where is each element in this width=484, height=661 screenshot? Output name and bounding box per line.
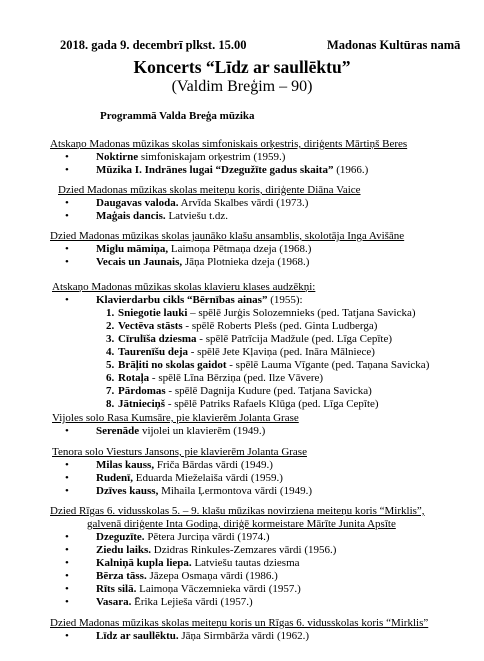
piece-title: Ziedu laiks.: [96, 544, 152, 556]
list-item: [50, 210, 470, 223]
section-violin-solo: [50, 412, 470, 438]
event-venue: Madonas Kultūras namā: [327, 38, 461, 52]
piece-detail: Laimoņa Pētmaņa dzeja (1968.): [168, 243, 312, 255]
piece-title: Maģais dancis.: [96, 210, 166, 222]
piece-title: Miglu māmiņa,: [96, 243, 169, 255]
piece-detail: (1966.): [333, 164, 369, 176]
piece-detail: Jāzepa Osmaņa vārdi (1986.): [146, 570, 278, 582]
piece-detail: Latviešu tautas dziesma: [191, 557, 300, 569]
list-item: [50, 459, 470, 472]
piece-detail: Arvīda Skalbes vārdi (1973.): [178, 197, 309, 209]
piece-detail: – spēlē Jurģis Solozemnieks (ped. Tatjana Savicka): [187, 307, 416, 319]
list-item: [50, 557, 470, 570]
event-date: 2018. gada 9. decembrī plkst. 15.00: [60, 38, 247, 52]
list-item: [50, 359, 470, 372]
piece-title: Vecais un Jaunais,: [96, 256, 183, 268]
piece-detail: Dzidras Rinkules-Zemzares vārdi (1956.): [151, 544, 337, 556]
piece-detail: Mihaila Ļermontova vārdi (1949.): [158, 485, 312, 497]
list-item: [50, 372, 470, 385]
list-item: [50, 294, 470, 307]
section-riga-choir: [50, 505, 470, 609]
piece-detail: - spēlē Līna Bērziņa (ped. Ilze Vāvere): [149, 372, 324, 384]
section-heading: Dzied Madonas mūzikas skolas meiteņu koris un Rīgas 6. vidusskolas koris “Mirklis”: [50, 617, 429, 629]
piece-title: Bērza tāss.: [96, 570, 147, 582]
list-item: [50, 398, 470, 411]
section-orchestra: [50, 138, 470, 177]
piece-detail: Jāņa Sirmbārža vārdi (1962.): [178, 630, 310, 642]
list-item: [50, 596, 470, 609]
piece-title: Kalniņā kupla liepa.: [96, 557, 192, 569]
piece-title: Sniegotie lauki: [118, 307, 188, 319]
piece-title: Brāļiti no skolas gaidot: [118, 359, 227, 371]
piece-title: Rotaļa: [118, 372, 150, 384]
section-heading: Dzied Madonas mūzikas skolas jaunāko klašu ansamblis, skolotāja Inga Avišāne: [50, 230, 405, 242]
piece-detail: Eduarda Mieželaiša vārdi (1959.): [133, 472, 283, 484]
concert-subtitle: (Valdim Breģim – 90): [171, 78, 313, 95]
piece-detail: Friča Bārdas vārdi (1949.): [154, 459, 273, 471]
section-junior-ensemble: [50, 230, 470, 269]
list-item: [50, 583, 470, 596]
piece-title: Rīts silā.: [96, 583, 137, 595]
list-item: [50, 346, 470, 359]
item-number: 8.: [106, 398, 115, 410]
section-heading: Dzied Rīgas 6. vidusskolas 5. – 9. klašu mūzikas novirziena meiteņu koris “Mirklis”,: [50, 505, 425, 517]
piece-title: Mūzika I. Indrānes lugai “Dzegužīte gadus skaita”: [96, 164, 334, 176]
item-number: 2.: [106, 320, 115, 332]
list-item: [50, 425, 470, 438]
section-heading: Tenora solo Viesturs Jansons, pie klavierēm Jolanta Grase: [52, 446, 307, 458]
piece-title: Taurenīšu deja: [118, 346, 188, 358]
list-item: [50, 472, 470, 485]
piano-cycle-list: [50, 307, 470, 411]
piece-title: Daugavas valoda.: [96, 197, 179, 209]
piece-title: Rudenī,: [96, 472, 133, 484]
list-item: [50, 197, 470, 210]
piece-title: Dzīves kauss,: [96, 485, 159, 497]
item-number: 7.: [106, 385, 115, 397]
piece-detail: - spēlē Patrīcija Madžule (ped. Līga Cepīte): [196, 333, 393, 345]
list-item: [50, 333, 470, 346]
section-tenor-solo: [50, 446, 470, 498]
list-item: [50, 320, 470, 333]
item-number: 1.: [106, 307, 115, 319]
piece-title: Noktirne: [96, 151, 139, 163]
piece-detail: - spēlē Dagnija Kudure (ped. Tatjana Savicka): [165, 385, 372, 397]
section-heading: Vijoles solo Rasa Kumsāre, pie klavierēm Jolanta Grase: [52, 412, 299, 424]
concert-title: Koncerts “Līdz ar saullēktu”: [133, 57, 351, 77]
piece-title: Vasara.: [96, 596, 132, 608]
list-item: [50, 570, 470, 583]
piece-title: Milas kauss,: [96, 459, 155, 471]
piece-title: Klavierdarbu cikls “Bērnības ainas”: [96, 294, 268, 306]
piece-detail: Laimoņa Vāczemnieka vārdi (1957.): [136, 583, 301, 595]
item-number: 6.: [106, 372, 115, 384]
list-item: [50, 544, 470, 557]
piece-title: Pārdomas: [118, 385, 166, 397]
item-number: 5.: [106, 359, 115, 371]
piece-detail: (1955):: [267, 294, 303, 306]
piece-detail: simfoniskajam orķestrim (1959.): [138, 151, 286, 163]
item-number: 4.: [106, 346, 115, 358]
piece-detail: - spēlē Roberts Plešs (ped. Ginta Ludberga): [182, 320, 378, 332]
list-item: [50, 151, 470, 164]
program-heading: Programmā Valda Breģa mūzika: [100, 110, 255, 122]
piece-title: Serenāde: [96, 425, 140, 437]
list-item: [50, 385, 470, 398]
list-item: [50, 307, 470, 320]
piece-title: Līdz ar saullēktu.: [96, 630, 179, 642]
list-item: [50, 243, 470, 256]
piece-detail: - spēlē Lauma Vīgante (ped. Taņana Savicka): [226, 359, 430, 371]
piece-detail: vijolei un klavierēm (1949.): [139, 425, 266, 437]
list-item: [50, 164, 470, 177]
list-item: [50, 531, 470, 544]
section-piano-class: [50, 281, 470, 411]
section-joint-choirs: [50, 617, 470, 643]
list-item: [50, 485, 470, 498]
section-heading: Atskaņo Madonas mūzikas skolas klavieru klases audzēkņi:: [52, 281, 316, 293]
section-heading: Atskaņo Madonas mūzikas skolas simfoniskais orķestris, diriģents Mārtiņš Beres: [50, 138, 408, 150]
piece-detail: Ērika Lejieša vārdi (1957.): [131, 596, 253, 608]
piece-detail: Latviešu t.dz.: [165, 210, 229, 222]
piece-title: Vectēva stāsts: [118, 320, 183, 332]
piece-title: Jātnieciņš: [118, 398, 166, 410]
list-item: [50, 630, 470, 643]
item-number: 3.: [106, 333, 115, 345]
piece-title: Cīrulīša dziesma: [118, 333, 197, 345]
piece-title: Dzeguzīte.: [96, 531, 145, 543]
piece-detail: - spēlē Patriks Rafaels Klūga (ped. Līga Cepīte): [165, 398, 379, 410]
section-heading: Dzied Madonas mūzikas skolas meiteņu koris, diriģente Diāna Vaice: [58, 184, 361, 196]
piece-detail: Jāņa Plotnieka dzeja (1968.): [182, 256, 310, 268]
piece-detail: Pētera Jurciņa vārdi (1974.): [144, 531, 270, 543]
piece-detail: - spēlē Jete Kļaviņa (ped. Ināra Mālniece): [188, 346, 375, 358]
section-girls-choir: [50, 184, 470, 223]
list-item: [50, 256, 470, 269]
section-heading-continued: galvenā diriģente Inta Godiņa, diriģē kormeistare Mārīte Junita Apsīte: [87, 518, 396, 530]
